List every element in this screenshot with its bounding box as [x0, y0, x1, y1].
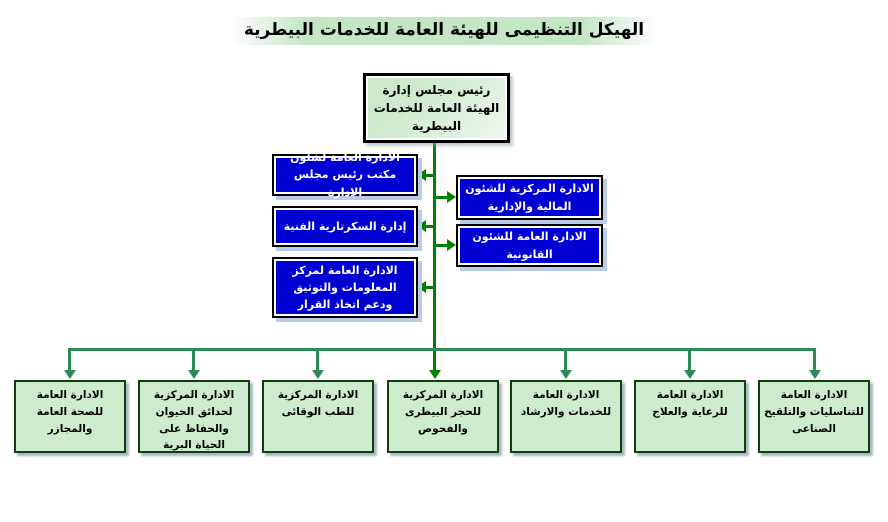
org-box-label: الادارة المركزية للطب الوقائى	[277, 389, 359, 418]
org-box-label: الادارة العامة للصحة العامة والمجازر	[36, 389, 104, 435]
org-box-label: الادارة العامة للخدمات والارشاد	[520, 389, 612, 418]
org-box-label: الادارة العامة للرعاية والعلاج	[652, 389, 728, 418]
drop-line	[316, 348, 319, 370]
org-box-label: إدارة السكرتارية الفنية	[283, 219, 407, 233]
drop-line	[813, 348, 816, 370]
arrow-left-icon	[417, 169, 426, 181]
branch-line	[436, 244, 447, 247]
arrow-down-icon	[312, 370, 324, 379]
arrow-down-center-icon	[429, 370, 441, 379]
org-box-public-health-slaughterhouses	[14, 380, 126, 453]
arrow-down-icon	[684, 370, 696, 379]
org-box-care-treatment	[634, 380, 746, 453]
org-box-preventive-medicine	[262, 380, 374, 453]
org-box-reproduction-artificial-insemination	[758, 380, 870, 453]
page-title	[0, 20, 888, 40]
drop-line	[68, 348, 71, 370]
arrow-down-icon	[188, 370, 200, 379]
bottom-rail-line	[68, 348, 816, 351]
arrow-down-icon	[64, 370, 76, 379]
drop-line	[564, 348, 567, 370]
org-box-chairman	[363, 73, 510, 143]
org-box-label: الادارة المركزية للشئون المالية والإدارية	[465, 182, 594, 213]
org-box-zoos-wildlife	[138, 380, 250, 453]
arrow-right-icon	[447, 191, 456, 203]
org-box-chairman-office	[272, 151, 418, 199]
branch-line	[425, 174, 435, 177]
org-box-information-center	[272, 257, 418, 318]
org-box-label: الادارة المركزية لحدائق الحيوان والحفاظ على الحياة البرية	[153, 389, 235, 452]
page-title-text: الهيكل التنظيمى للهيئة العامة للخدمات البيطرية	[230, 17, 658, 45]
arrow-down-icon	[809, 370, 821, 379]
branch-line	[436, 196, 447, 199]
arrow-left-icon	[417, 220, 426, 232]
org-box-label: الادارة العامة لمركز المعلومات والتوثيق ودعم اتخاذ القرار	[292, 263, 398, 312]
org-box-label: الادارة العامة لشئون مكتب رئيس مجلس الادارة	[290, 151, 400, 199]
org-box-legal-affairs	[456, 224, 603, 267]
org-box-financial-admin-affairs	[456, 175, 603, 220]
org-box-label: الادارة العامة للتناسليات والتلقيح الصناعى	[764, 389, 864, 435]
org-box-chairman-label: رئيس مجلس إدارة الهيئة العامة للخدمات البيطرية	[373, 83, 500, 133]
org-box-label: الادارة العامة للشئون القانونية	[472, 230, 587, 261]
arrow-right-icon	[447, 239, 456, 251]
org-box-veterinary-quarantine	[387, 380, 499, 453]
org-box-label: الادارة المركزية للحجر البيطرى والفحوص	[402, 389, 484, 435]
org-box-services-extension	[510, 380, 622, 453]
branch-line	[425, 225, 435, 228]
drop-line	[688, 348, 691, 370]
branch-line	[425, 286, 435, 289]
drop-line	[192, 348, 195, 370]
arrow-left-icon	[417, 281, 426, 293]
org-box-technical-secretariat	[272, 206, 418, 247]
arrow-down-icon	[560, 370, 572, 379]
